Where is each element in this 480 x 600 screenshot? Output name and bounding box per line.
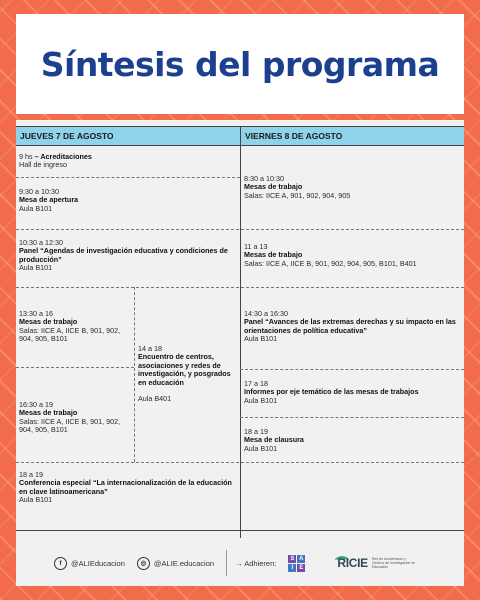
event-title: Mesa de clausura	[244, 435, 304, 445]
event-time: 11 a 13	[244, 242, 268, 251]
instagram-handle: @ALIE.educacion	[153, 558, 215, 568]
event-apertura	[16, 188, 240, 213]
event-time: 14 a 18	[138, 344, 162, 353]
event-title: Conferencia especial “La internacionalización de la educación en clave latinoamericana”	[19, 478, 232, 496]
header-day2: VIERNES 8 DE AGOSTO	[241, 126, 464, 146]
header-day1: JUEVES 7 DE AGOSTO	[16, 126, 240, 146]
event-place: Salas: IICE A, 901, 902, 904, 905	[244, 190, 351, 200]
event-time: 8:30 a 10:30	[244, 174, 284, 183]
event-sep: –	[32, 152, 41, 161]
divider	[16, 177, 240, 178]
event-title: Informes por eje temático de las mesas de trabajos	[244, 387, 419, 397]
event-title: Mesas de trabajo	[19, 408, 78, 418]
ricie-wordmark: RICIE	[337, 556, 368, 570]
ricie-logo	[335, 556, 416, 571]
divider	[16, 287, 464, 288]
event-place: Salas: IICE A, IICE B, 901, 902, 904, 905, B101	[19, 325, 121, 344]
event-place: Aula B101	[244, 443, 278, 453]
event-title: Acreditaciones	[40, 152, 92, 161]
event-place: Aula B101	[19, 263, 53, 273]
event-place: Salas: IICE A, IICE B, 901, 902, 904, 905, B101, B401	[244, 258, 417, 268]
event-title: Panel “Avances de las extremas derechas y su impacto en las orientaciones de política educativa”	[244, 317, 456, 335]
event-encuentro	[135, 345, 240, 403]
event-title: Mesas de trabajo	[244, 182, 303, 192]
event-place: Aula B101	[19, 203, 53, 213]
event-d2-mesas1	[241, 175, 464, 200]
event-d2-informes	[241, 380, 464, 405]
saie-letter: S	[290, 555, 295, 562]
event-d2-mesas2	[241, 243, 464, 268]
adhieren-label: → Adhieren:	[235, 558, 277, 568]
event-place: Salas: IICE A, IICE B, 901, 902, 904, 905, B101	[19, 416, 121, 435]
footer	[16, 540, 464, 586]
event-place: Aula B401	[138, 394, 172, 404]
event-d2-panel	[241, 310, 464, 344]
instagram-icon: ◎	[137, 557, 150, 570]
schedule-card	[16, 120, 464, 586]
saie-letter: I	[288, 564, 296, 572]
event-time: 9:30 a 10:30	[19, 187, 59, 196]
event-time: 16:30 a 19	[19, 400, 53, 409]
event-time: 17 a 18	[244, 379, 268, 388]
adhieren	[235, 555, 416, 572]
footer-separator	[226, 550, 227, 576]
divider	[16, 367, 134, 368]
instagram-link[interactable]	[137, 557, 214, 570]
divider	[240, 369, 464, 370]
event-place: Aula B101	[244, 395, 278, 405]
event-title: Panel “Agendas de investigación educativa y condiciones de producción”	[19, 246, 228, 264]
divider	[16, 229, 464, 230]
event-conferencia	[16, 471, 238, 505]
event-time: 13:30 a 16	[19, 309, 53, 318]
event-place: Aula B101	[19, 495, 53, 505]
schedule-grid	[16, 126, 464, 538]
event-place: Aula B101	[244, 334, 278, 344]
event-title: Mesas de trabajo	[244, 250, 303, 260]
bottom-rule	[16, 530, 464, 531]
facebook-link[interactable]	[54, 557, 125, 570]
ricie-subtitle: Red de Académicos y Centros de Investigación en Educación	[371, 557, 416, 569]
saie-letter: A	[299, 555, 304, 562]
event-panel1	[16, 239, 238, 273]
event-time: 18 a 19	[244, 427, 268, 436]
event-time: 10:30 a 12:30	[19, 238, 63, 247]
divider	[240, 417, 464, 418]
event-time: 14:30 a 16:30	[244, 309, 288, 318]
event-title: Encuentro de centros, asociaciones y redes de investigación, y posgrados en educación	[138, 352, 231, 387]
event-d2-clausura	[241, 428, 464, 453]
saie-logo	[288, 555, 305, 572]
event-time: 9 hs	[19, 152, 33, 161]
event-title: Mesa de apertura	[19, 195, 79, 205]
page-title: Síntesis del programa	[40, 44, 440, 84]
title-card	[16, 14, 464, 114]
event-place: Hall de ingreso	[19, 160, 67, 170]
event-title: Mesas de trabajo	[19, 317, 78, 327]
divider	[16, 462, 464, 463]
facebook-icon: f	[54, 557, 67, 570]
event-mesas2	[16, 401, 134, 435]
event-acreditaciones	[16, 153, 240, 170]
saie-letter: E	[299, 564, 304, 571]
event-time: 18 a 19	[19, 470, 43, 479]
facebook-handle: @ALIEducacion	[71, 558, 125, 568]
event-mesas1	[16, 310, 134, 344]
